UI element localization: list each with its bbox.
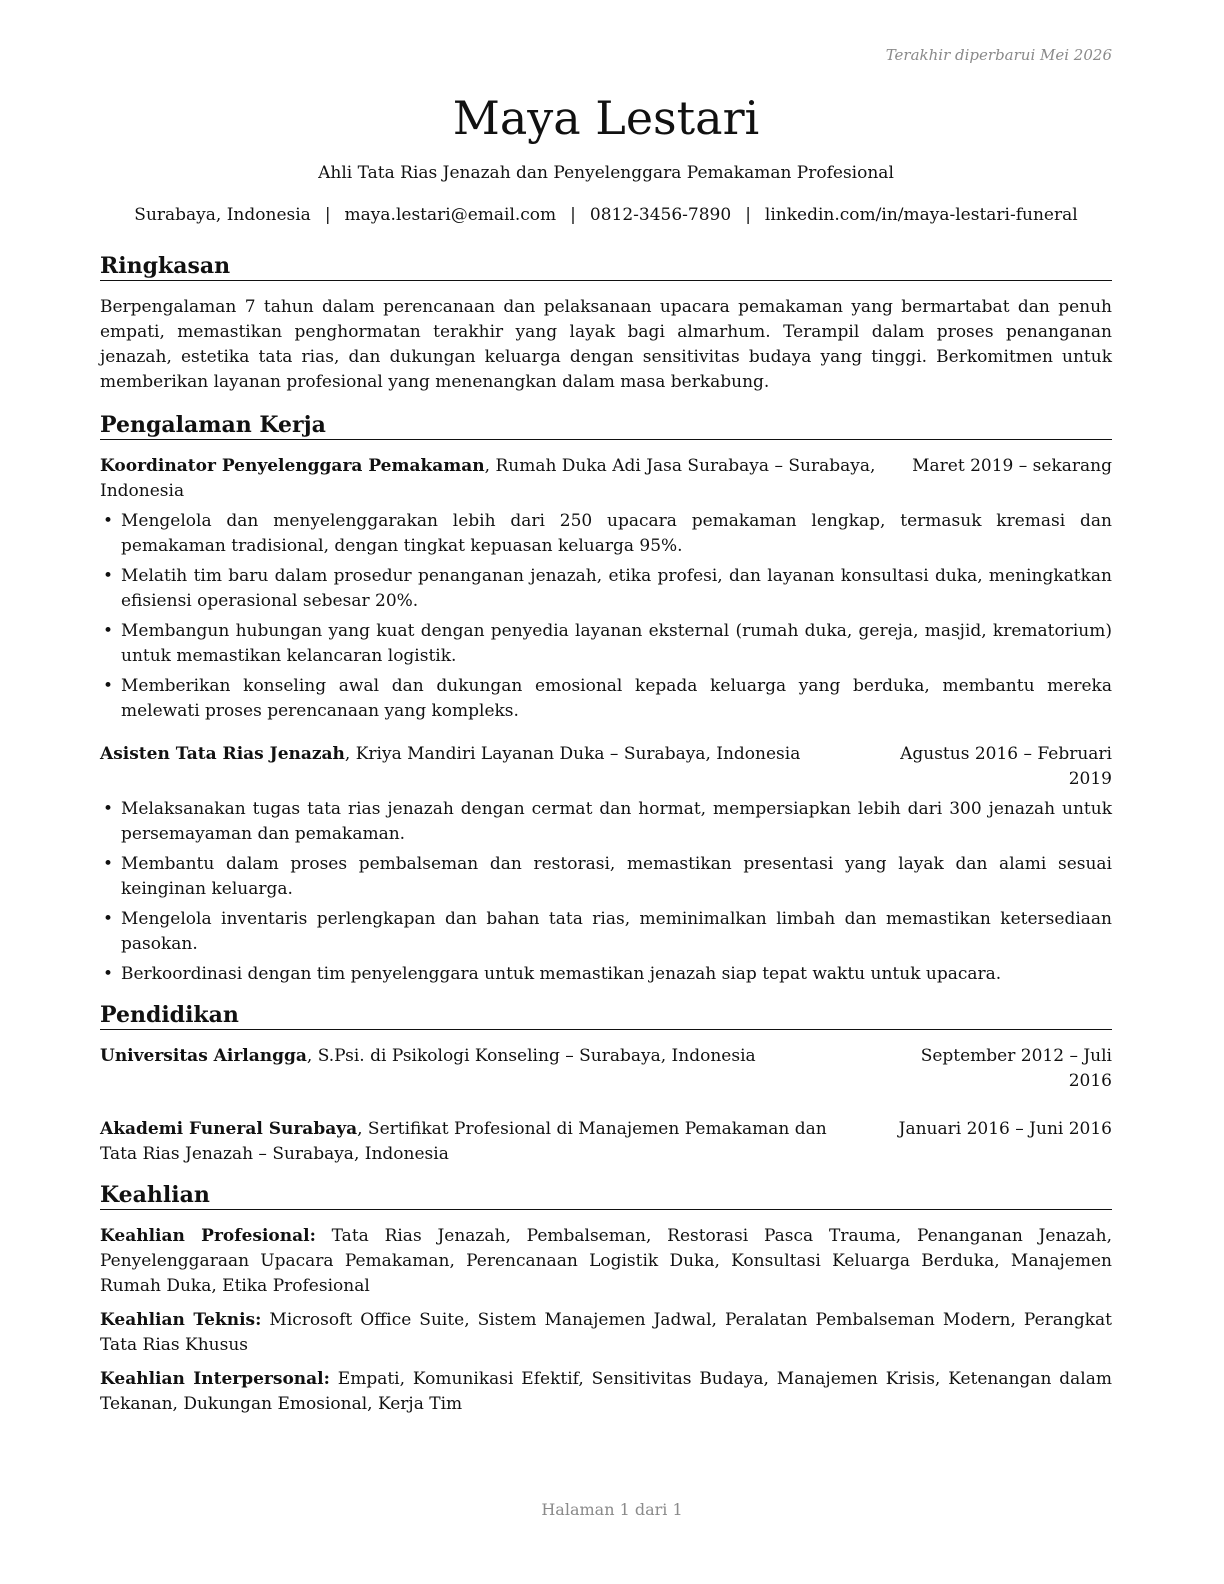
bullet-item: • Melaksanakan tugas tata rias jenazah dengan cermat dan hormat, mempersiapkan lebih dari 300 jenazah untuk persemayaman dan pemakaman.	[100, 797, 1112, 847]
skill-group	[100, 1308, 1112, 1358]
education-dates: September 2012 – Juli 2016	[920, 1046, 1112, 1091]
section-heading-education: Pendidikan	[100, 1001, 1112, 1030]
job-title-line	[100, 454, 912, 504]
skill-list: Tata Rias Jenazah, Pembalseman, Restorasi Pasca Trauma, Penanganan Jenazah, Penyelenggaraan Upacara Pemakaman, Perencanaan Logistik Duka, Konsultasi Keluarga Berduka, Manajemen Rumah Duka, Etika Profesional	[100, 1226, 1112, 1296]
resume-page	[100, 40, 1112, 1417]
skill-label: Keahlian Teknis:	[100, 1310, 262, 1330]
education-school: Akademi Funeral Surabaya	[100, 1119, 358, 1139]
summary-text: Berpengalaman 7 tahun dalam perencanaan dan pelaksanaan upacara pemakaman yang bermartabat dan penuh empati, memastikan penghormatan terakhir yang layak bagi almarhum. Terampil dalam proses penanganan jenazah, estetika tata rias, dan dukungan keluarga dengan sensitivitas budaya yang tinggi. Berkomitmen untuk memberikan layanan profesional yang menenangkan dalam masa berkabung.	[100, 297, 1112, 392]
skill-list: Microsoft Office Suite, Sistem Manajemen Jadwal, Peralatan Pembalseman Modern, Perangkat Tata Rias Khusus	[100, 1310, 1113, 1355]
bullet-item: • Mengelola dan menyelenggarakan lebih dari 250 upacara pemakaman lengkap, termasuk kremasi dan pemakaman tradisional, dengan tingkat kepuasan keluarga 95%.	[100, 509, 1112, 559]
job-role: Asisten Tata Rias Jenazah	[100, 744, 345, 764]
contact-separator: |	[745, 205, 751, 225]
bullet-item: • Berkoordinasi dengan tim penyelenggara untuk memastikan jenazah siap tepat waktu untuk upacara.	[100, 962, 1112, 987]
job-entry-header	[100, 742, 1112, 792]
education-degree: , Sertifikat Profesional di Manajemen Pemakaman dan Tata Rias Jenazah – Surabaya, Indonesia	[100, 1119, 827, 1164]
job-dates: Agustus 2016 – Februari 2019	[900, 744, 1112, 789]
contact-line	[100, 203, 1112, 227]
contact-separator: |	[324, 205, 331, 225]
education-degree: , S.Psi. di Psikologi Konseling – Surabaya, Indonesia	[306, 1046, 756, 1066]
contact-phone: 0812-3456-7890	[589, 205, 732, 225]
contact-separator: |	[570, 205, 576, 225]
job-bullets	[100, 509, 1112, 724]
bullet-item: • Membangun hubungan yang kuat dengan penyedia layanan eksternal (rumah duka, gereja, masjid, krematorium) untuk memastikan kelancaran logistik.	[100, 619, 1112, 669]
skill-label: Keahlian Profesional:	[100, 1226, 316, 1246]
candidate-title: Ahli Tata Rias Jenazah dan Penyelenggara Pemakaman Profesional	[318, 163, 894, 183]
education-title-line	[100, 1044, 887, 1094]
job-bullets	[100, 797, 1112, 987]
job-role: Koordinator Penyelenggara Pemakaman	[100, 456, 485, 476]
page-number: Halaman 1 dari 1	[541, 1500, 683, 1519]
skill-label: Keahlian Interpersonal:	[100, 1369, 330, 1389]
skill-group	[100, 1224, 1112, 1299]
education-dates: Januari 2016 – Juni 2016	[898, 1119, 1112, 1139]
candidate-name: Maya Lestari	[452, 91, 760, 145]
job-entry-header	[100, 454, 1112, 504]
bullet-item: • Melatih tim baru dalam prosedur penanganan jenazah, etika profesi, dan layanan konsultasi duka, meningkatkan efisiensi operasional sebesar 20%.	[100, 564, 1112, 614]
education-entry-header	[100, 1044, 1112, 1094]
contact-linkedin[interactable]: linkedin.com/in/maya-lestari-funeral	[764, 205, 1078, 225]
section-heading-summary: Ringkasan	[100, 252, 1112, 281]
bullet-item: • Mengelola inventaris perlengkapan dan bahan tata rias, meminimalkan limbah dan memastikan ketersediaan pasokan.	[100, 907, 1112, 957]
section-heading-experience: Pengalaman Kerja	[100, 411, 1112, 440]
bullet-item: • Membantu dalam proses pembalseman dan restorasi, memastikan presentasi yang layak dan alami sesuai keinginan keluarga.	[100, 852, 1112, 902]
skill-list: Empati, Komunikasi Efektif, Sensitivitas Budaya, Manajemen Krisis, Ketenangan dalam Tekanan, Dukungan Emosional, Kerja Tim	[100, 1369, 1112, 1414]
education-entry-header	[100, 1117, 1112, 1167]
education-title-line	[100, 1117, 882, 1167]
last-updated: Terakhir diperbarui Mei 2026	[885, 46, 1112, 64]
section-heading-skills: Keahlian	[100, 1181, 1112, 1210]
job-employer: , Rumah Duka Adi Jasa Surabaya – Surabaya, Indonesia	[100, 456, 876, 501]
contact-email[interactable]: maya.lestari@email.com	[344, 205, 557, 225]
skill-group	[100, 1367, 1112, 1417]
bullet-item: • Memberikan konseling awal dan dukungan emosional kepada keluarga yang berduka, membantu mereka melewati proses perencanaan yang kompleks.	[100, 674, 1112, 724]
job-employer: , Kriya Mandiri Layanan Duka – Surabaya, Indonesia	[344, 744, 801, 764]
job-dates: Maret 2019 – sekarang	[912, 456, 1112, 476]
contact-location: Surabaya, Indonesia	[134, 205, 311, 225]
education-school: Universitas Airlangga	[100, 1046, 307, 1066]
job-title-line	[100, 742, 877, 792]
